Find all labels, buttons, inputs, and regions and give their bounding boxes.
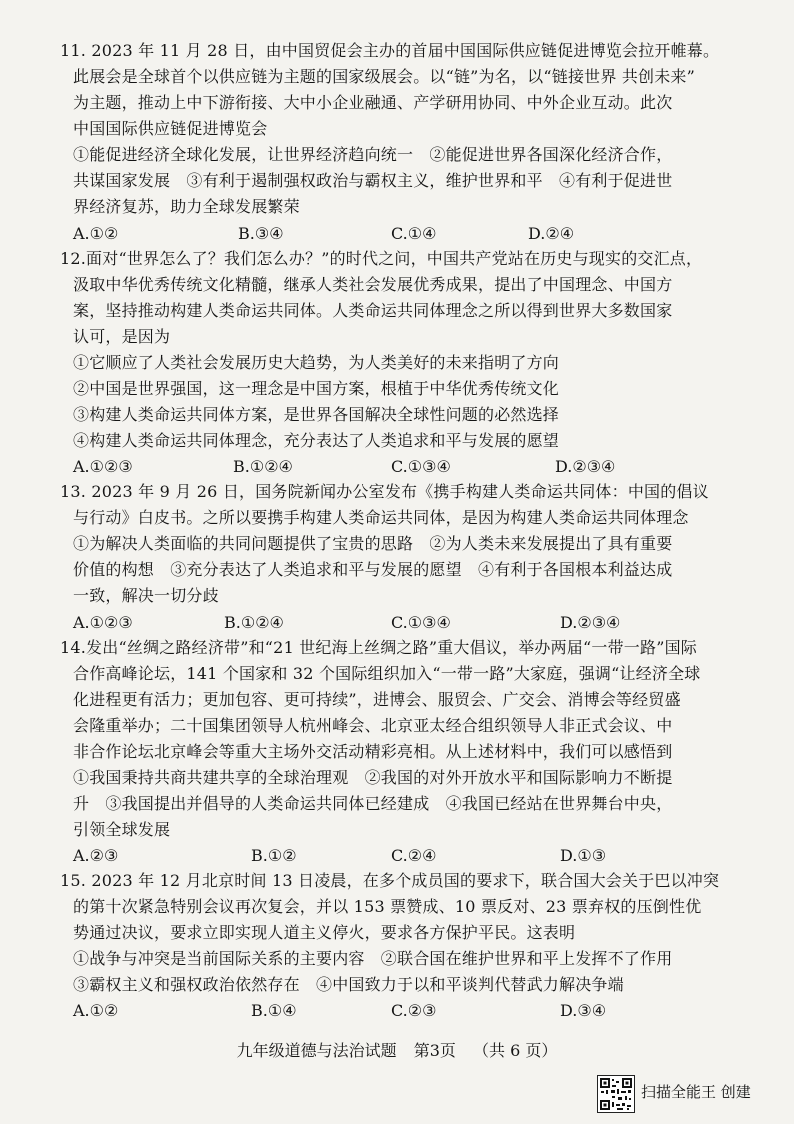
question-line: 12.面对“世界怎么了？我们怎么办？”的时代之问，中国共产党站在历史与现实的交汇点， <box>60 249 703 268</box>
option-b[interactable]: B.①② <box>251 846 297 865</box>
answer-options <box>73 454 713 480</box>
option-a[interactable]: A.②③ <box>73 846 119 865</box>
question-line: ①为解决人类面临的共同问题提供了宝贵的思路 ②为人类未来发展提出了具有重要 <box>73 534 673 553</box>
option-c[interactable]: C.②④ <box>391 846 437 865</box>
option-d[interactable]: D.②④ <box>528 224 575 243</box>
question-line: 此展会是全球首个以供应链为主题的国家级展会。以“链”为名，以“链接世界 共创未来” <box>73 67 696 86</box>
footer-total-pages: （共 6 页） <box>473 1041 558 1060</box>
question-line: 认可，是因为 <box>73 327 171 346</box>
question-line: 升 ③我国提出并倡导的人类命运共同体已经建成 ④我国已经站在世界舞台中央， <box>73 794 673 813</box>
option-a[interactable]: A.①② <box>73 1001 119 1020</box>
option-b[interactable]: B.①④ <box>251 1001 297 1020</box>
answer-options <box>73 843 713 869</box>
scanner-watermark-text: 扫描全能王 创建 <box>641 1083 751 1101</box>
question-line: 为主题，推动上中下游衔接、大中小企业融通、产学研用协同、中外企业互动。此次 <box>73 93 673 112</box>
footer-subject: 九年级道德与法治试题 <box>236 1041 397 1060</box>
question-line: 界经济复苏，助力全球发展繁荣 <box>73 197 300 216</box>
question-line: 11. 2023 年 11 月 28 日，由中国贸促会主办的首届中国国际供应链促进博览会拉开帷幕。 <box>60 41 720 60</box>
answer-options <box>73 998 713 1024</box>
page-footer <box>0 1040 794 1062</box>
option-d[interactable]: D.③④ <box>560 1001 607 1020</box>
question-line: 13. 2023 年 9 月 26 日，国务院新闻办公室发布《携手构建人类命运共同体：中国的倡议 <box>60 482 709 501</box>
question-line: ①战争与冲突是当前国际关系的主要内容 ②联合国在维护世界和平上发挥不了作用 <box>73 949 673 968</box>
option-c[interactable]: C.①④ <box>391 224 437 243</box>
question-line: 引领全球发展 <box>73 820 171 839</box>
question-line: 非合作论坛北京峰会等重大主场外交活动精彩亮相。从上述材料中，我们可以感悟到 <box>73 742 673 761</box>
option-b[interactable]: B.③④ <box>238 224 284 243</box>
question-line: 中国国际供应链促进博览会 <box>73 119 268 138</box>
question-line: 15. 2023 年 12 月北京时间 13 日凌晨，在多个成员国的要求下，联合国大会关于巴以冲突 <box>60 871 720 890</box>
answer-options <box>73 610 713 636</box>
qr-code-icon <box>597 1075 635 1113</box>
question-line: 共谋国家发展 ③有利于遏制强权政治与霸权主义，维护世界和平 ④有利于促进世 <box>73 171 673 190</box>
option-d[interactable]: D.①③ <box>560 846 607 865</box>
question-line: 化进程更有活力；更加包容、更可持续”，进博会、服贸会、广交会、消博会等经贸盛 <box>73 690 681 709</box>
footer-page-number: 第3页 <box>413 1041 456 1060</box>
question-line: ③构建人类命运共同体方案，是世界各国解决全球性问题的必然选择 <box>73 405 560 424</box>
option-a[interactable]: A.①②③ <box>73 457 133 476</box>
question-line: ①我国秉持共商共建共享的全球治理观 ②我国的对外开放水平和国际影响力不断提 <box>73 768 673 787</box>
option-a[interactable]: A.①② <box>73 224 119 243</box>
question-line: 势通过决议，要求立即实现人道主义停火，要求各方保护平民。这表明 <box>73 923 576 942</box>
option-d[interactable]: D.②③④ <box>560 613 621 632</box>
question-line: 会隆重举办；二十国集团领导人杭州峰会、北京亚太经合组织领导人非正式会议、中 <box>73 716 673 735</box>
option-b[interactable]: B.①②④ <box>233 457 293 476</box>
question-line: 一致，解决一切分歧 <box>73 586 219 605</box>
question-line: 价值的构想 ③充分表达了人类追求和平与发展的愿望 ④有利于各国根本利益达成 <box>73 560 673 579</box>
option-b[interactable]: B.①②④ <box>224 613 284 632</box>
question-line: 与行动》白皮书。之所以要携手构建人类命运共同体，是因为构建人类命运共同体理念 <box>73 508 689 527</box>
option-c[interactable]: C.①③④ <box>391 613 451 632</box>
question-line: ③霸权主义和强权政治依然存在 ④中国致力于以和平谈判代替武力解决争端 <box>73 975 624 994</box>
question-line: ①它顺应了人类社会发展历史大趋势，为人类美好的未来指明了方向 <box>73 353 560 372</box>
question-line: 汲取中华优秀传统文化精髓，继承人类社会发展优秀成果，提出了中国理念、中国方 <box>73 275 673 294</box>
option-a[interactable]: A.①②③ <box>73 613 133 632</box>
question-line: 的第十次紧急特别会议再次复会，并以 153 票赞成、10 票反对、23 票弃权的压倒性优 <box>73 897 702 916</box>
question-line: ②中国是世界强国，这一理念是中国方案，根植于中华优秀传统文化 <box>73 379 560 398</box>
question-line: ①能促进经济全球化发展，让世界经济趋向统一 ②能促进世界各国深化经济合作， <box>73 145 673 164</box>
question-line: 14.发出“丝绸之路经济带”和“21 世纪海上丝绸之路”重大倡议，举办两届“一带一路”国际 <box>60 638 697 657</box>
question-line: ④构建人类命运共同体理念，充分表达了人类追求和平与发展的愿望 <box>73 431 560 450</box>
option-c[interactable]: C.②③ <box>391 1001 437 1020</box>
option-c[interactable]: C.①③④ <box>391 457 451 476</box>
question-line: 案，坚持推动构建人类命运共同体。人类命运共同体理念之所以得到世界大多数国家 <box>73 301 673 320</box>
answer-options <box>73 221 713 247</box>
question-line: 合作高峰论坛，141 个国家和 32 个国际组织加入“一带一路”大家庭，强调“让经济全球 <box>73 664 701 683</box>
option-d[interactable]: D.②③④ <box>555 457 616 476</box>
